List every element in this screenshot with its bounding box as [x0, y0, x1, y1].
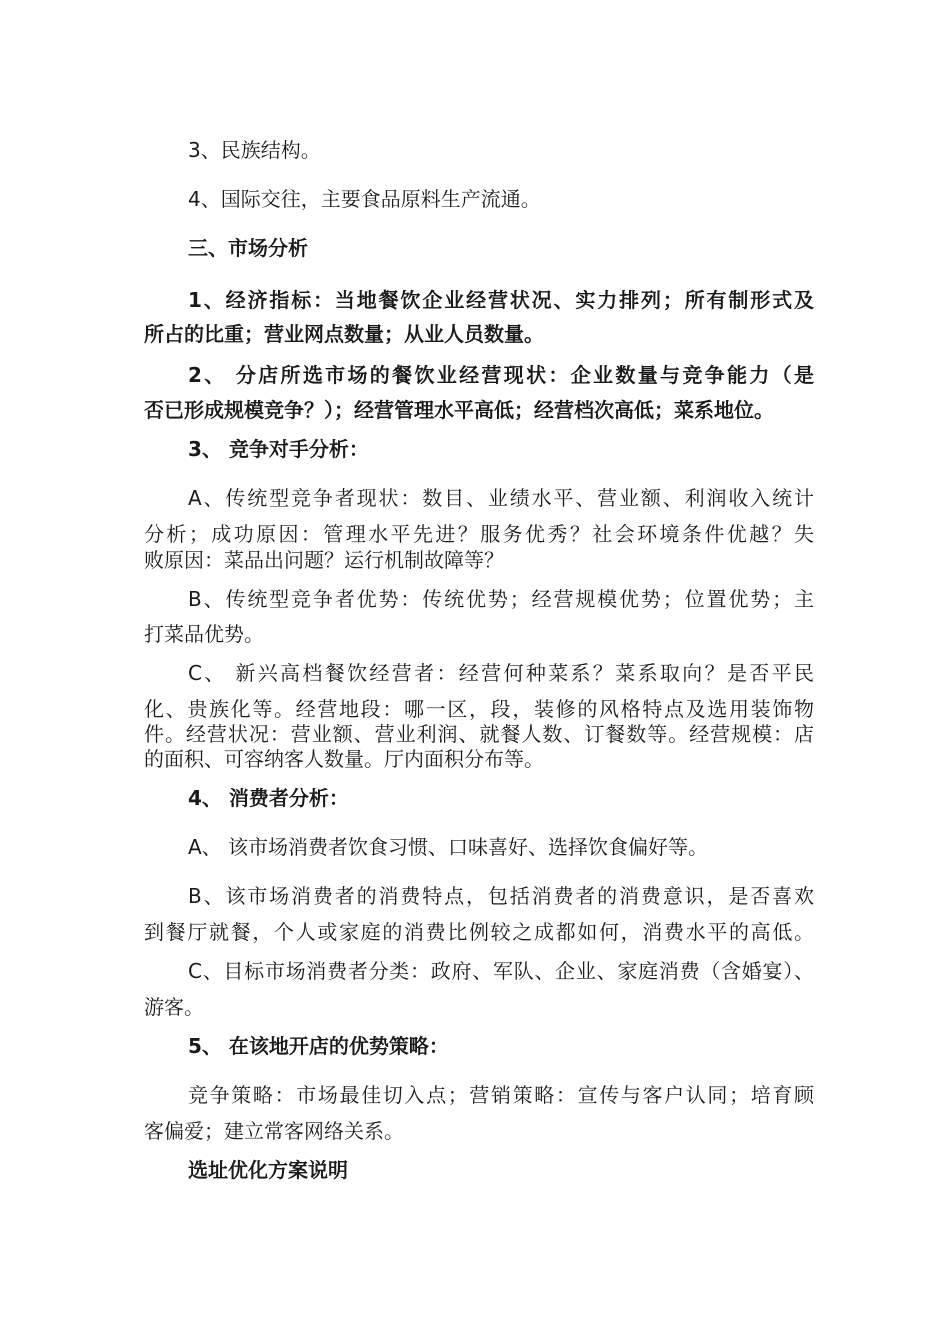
text-line: B、该市场消费者的消费特点，包括消费者的消费意识，是否喜欢 [188, 884, 814, 908]
text-line: 分析；成功原因：管理水平先进？服务优秀？社会环境条件优越？失 [144, 522, 814, 546]
text-line: 的面积、可容纳客人数量。厅内面积分布等。 [144, 747, 544, 771]
text-line: 到餐厅就餐，个人或家庭的消费比例较之成都如何，消费水平的高低。 [144, 920, 814, 944]
text-line: B、传统型竞争者优势：传统优势；经营规模优势；位置优势；主 [188, 587, 814, 611]
text-line: 5、 在该地开店的优势策略： [188, 1034, 449, 1058]
text-line: 所占的比重；营业网点数量；从业人员数量。 [144, 322, 544, 346]
text-line: 化、贵族化等。经营地段：哪一区，段，装修的风格特点及选用装饰物 [144, 697, 814, 721]
text-line: 游客。 [144, 995, 204, 1019]
text-line: 竞争策略：市场最佳切入点；营销策略：宣传与客户认同；培育顾 [188, 1083, 814, 1107]
text-line: C、 新兴高档餐饮经营者：经营何种菜系？菜系取向？是否平民 [188, 661, 814, 685]
text-line: 败原因：菜品出问题？运行机制故障等？ [144, 548, 504, 572]
text-line: 3、 竞争对手分析： [188, 437, 369, 461]
text-line: 打菜品优势。 [144, 622, 264, 646]
text-line: 件。经营状况：营业额、营业利润、就餐人数、订餐数等。经营规模：店 [144, 722, 814, 746]
text-line: A、传统型竞争者现状：数目、业绩水平、营业额、利润收入统计 [188, 486, 814, 510]
text-line: A、 该市场消费者饮食习惯、口味喜好、选择饮食偏好等。 [188, 835, 709, 859]
text-line: 否已形成规模竞争？）；经营管理水平高低；经营档次高低；菜系地位。 [144, 398, 774, 422]
text-line: 3、民族结构。 [188, 138, 321, 162]
text-line: 4、 消费者分析： [188, 786, 349, 810]
text-line: 客偏爱；建立常客网络关系。 [144, 1119, 404, 1143]
text-line: 三、市场分析 [188, 236, 308, 260]
text-line: 1、经济指标：当地餐饮企业经营状况、实力排列；所有制形式及 [188, 288, 814, 312]
text-line: 2、 分店所选市场的餐饮业经营现状：企业数量与竞争能力（是 [188, 363, 814, 387]
text-line: 选址优化方案说明 [188, 1158, 348, 1182]
text-line: 4、国际交往，主要食品原料生产流通。 [188, 187, 541, 211]
text-line: C、目标市场消费者分类：政府、军队、企业、家庭消费（含婚宴）、 [188, 959, 814, 983]
